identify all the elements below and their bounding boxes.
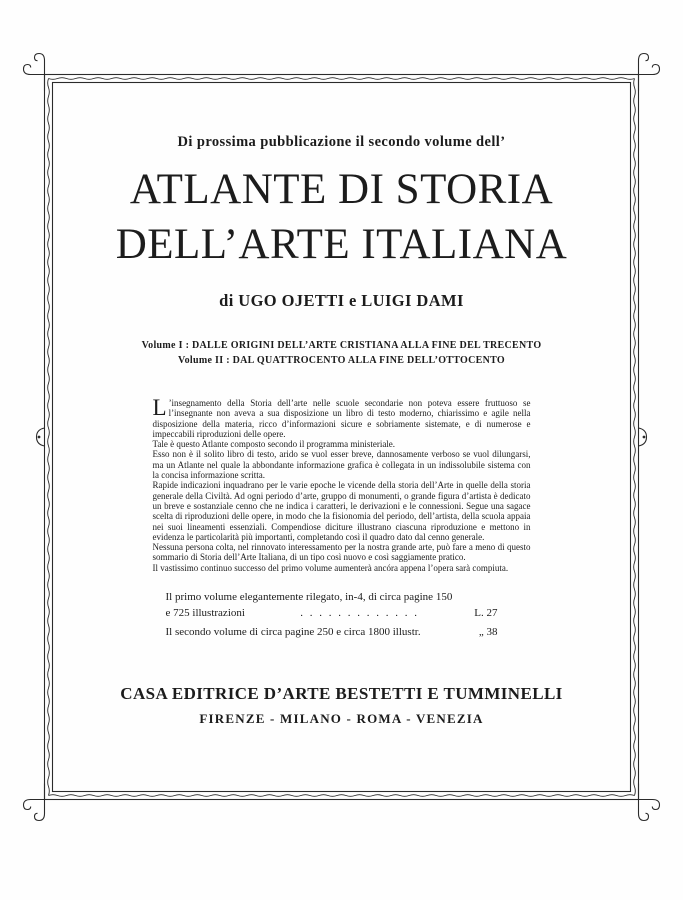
pricing-line-2-price: L. 27	[474, 607, 498, 620]
body-paragraph: Rapide indicazioni inquadrano per le varie epoche le vicende della storia dell’Arte in quelle della storia generale della Civiltà. Ad ogni periodo d’arte, gruppo di monumenti, o grande figura d’artista è dedicato un breve e sostanziale cenno che ne indica i caratteri, le derivazioni e le connessioni. Segue una sagace scelta di riproduzioni delle opere, in modo che la fisionomia del periodo, dell’artista, della scuola appaia nei suoi lineamenti essenziali. Compendiose diciture illustrano ciascuna riproduzione e mettono in evidenza le particolarità più importanti, completando così il quadro dato dal cenno generale.	[152, 480, 531, 542]
volume-i-line: Volume I : DALLE ORIGINI DELL’ARTE CRISTIANA ALLA FINE DEL TRECENTO	[141, 340, 542, 351]
pricing-line-2-text: e 725 illustrazioni	[165, 607, 245, 620]
publisher-name: CASA EDITRICE D’ARTE BESTETTI E TUMMINELLI	[120, 684, 563, 704]
announcement-line: Di prossima pubblicazione il secondo volume dell’	[177, 134, 506, 150]
mid-edge-ornament-left	[37, 428, 45, 446]
pricing-line-3-price: „ 38	[478, 626, 498, 639]
publisher-cities: FIRENZE - MILANO - ROMA - VENEZIA	[199, 711, 484, 727]
pricing-line-1	[166, 589, 498, 605]
volume-ii-line: Volume II : DAL QUATTROCENTO ALLA FINE DELL’OTTOCENTO	[178, 355, 505, 366]
body-paragraph-text: ’insegnamento della Storia dell’arte nelle scuole secondarie non poteva essere fruttuoso se l’insegnante non aveva a sua disposizione un libro di testo moderno, chiarissimo e agile nella disposizione della materia, ricco d’informazioni sicure e sobriamente sistemate, e di numerose e impeccabili riproduzioni delle opere.	[152, 398, 531, 439]
pricing-line-2	[166, 605, 498, 621]
pricing-line-1-text: Il primo volume elegantemente rilegato, in-4, di circa pagine 150	[165, 591, 453, 604]
body-paragraph: Esso non è il solito libro di testo, arido se vuol esser breve, dannosamente verboso se vuol dilungarsi, ma un Atlante nel quale la abbondante informazione grafica è collegata in un indissolubile sistema con la concisa informazione scritta.	[152, 449, 531, 481]
pricing-line-3-text: Il secondo volume di circa pagine 250 e circa 1800 illustr.	[165, 626, 421, 639]
body-paragraph: Nessuna persona colta, nel rinnovato interessamento per la nostra grande arte, può fare a meno di questo sommario di Storia dell’Arte Italiana, di un tipo così nuovo e così saggiamente pratico.	[152, 542, 531, 563]
authors-byline: di UGO OJETTI e LUIGI DAMI	[219, 291, 464, 310]
body-paragraph: Il vastissimo continuo successo del primo volume aumenterà ancóra appena l’opera sarà compiuta.	[152, 562, 509, 573]
page-content	[52, 82, 631, 791]
mid-edge-ornament-right	[639, 428, 647, 446]
body-paragraph: Tale è questo Atlante composto secondo il programma ministeriale.	[152, 439, 396, 450]
pricing-block	[166, 589, 498, 640]
body-paragraph	[152, 395, 531, 439]
book-title-line-1: ATLANTE DI STORIA	[129, 166, 554, 213]
dot-leader: . . . . . . . . . . . . .	[300, 607, 419, 620]
dropcap-letter: L	[152, 395, 167, 420]
description-text	[152, 395, 531, 573]
pricing-line-3	[166, 624, 498, 640]
book-title-line-2: DELL’ARTE ITALIANA	[115, 221, 568, 268]
volume-list	[52, 338, 631, 368]
